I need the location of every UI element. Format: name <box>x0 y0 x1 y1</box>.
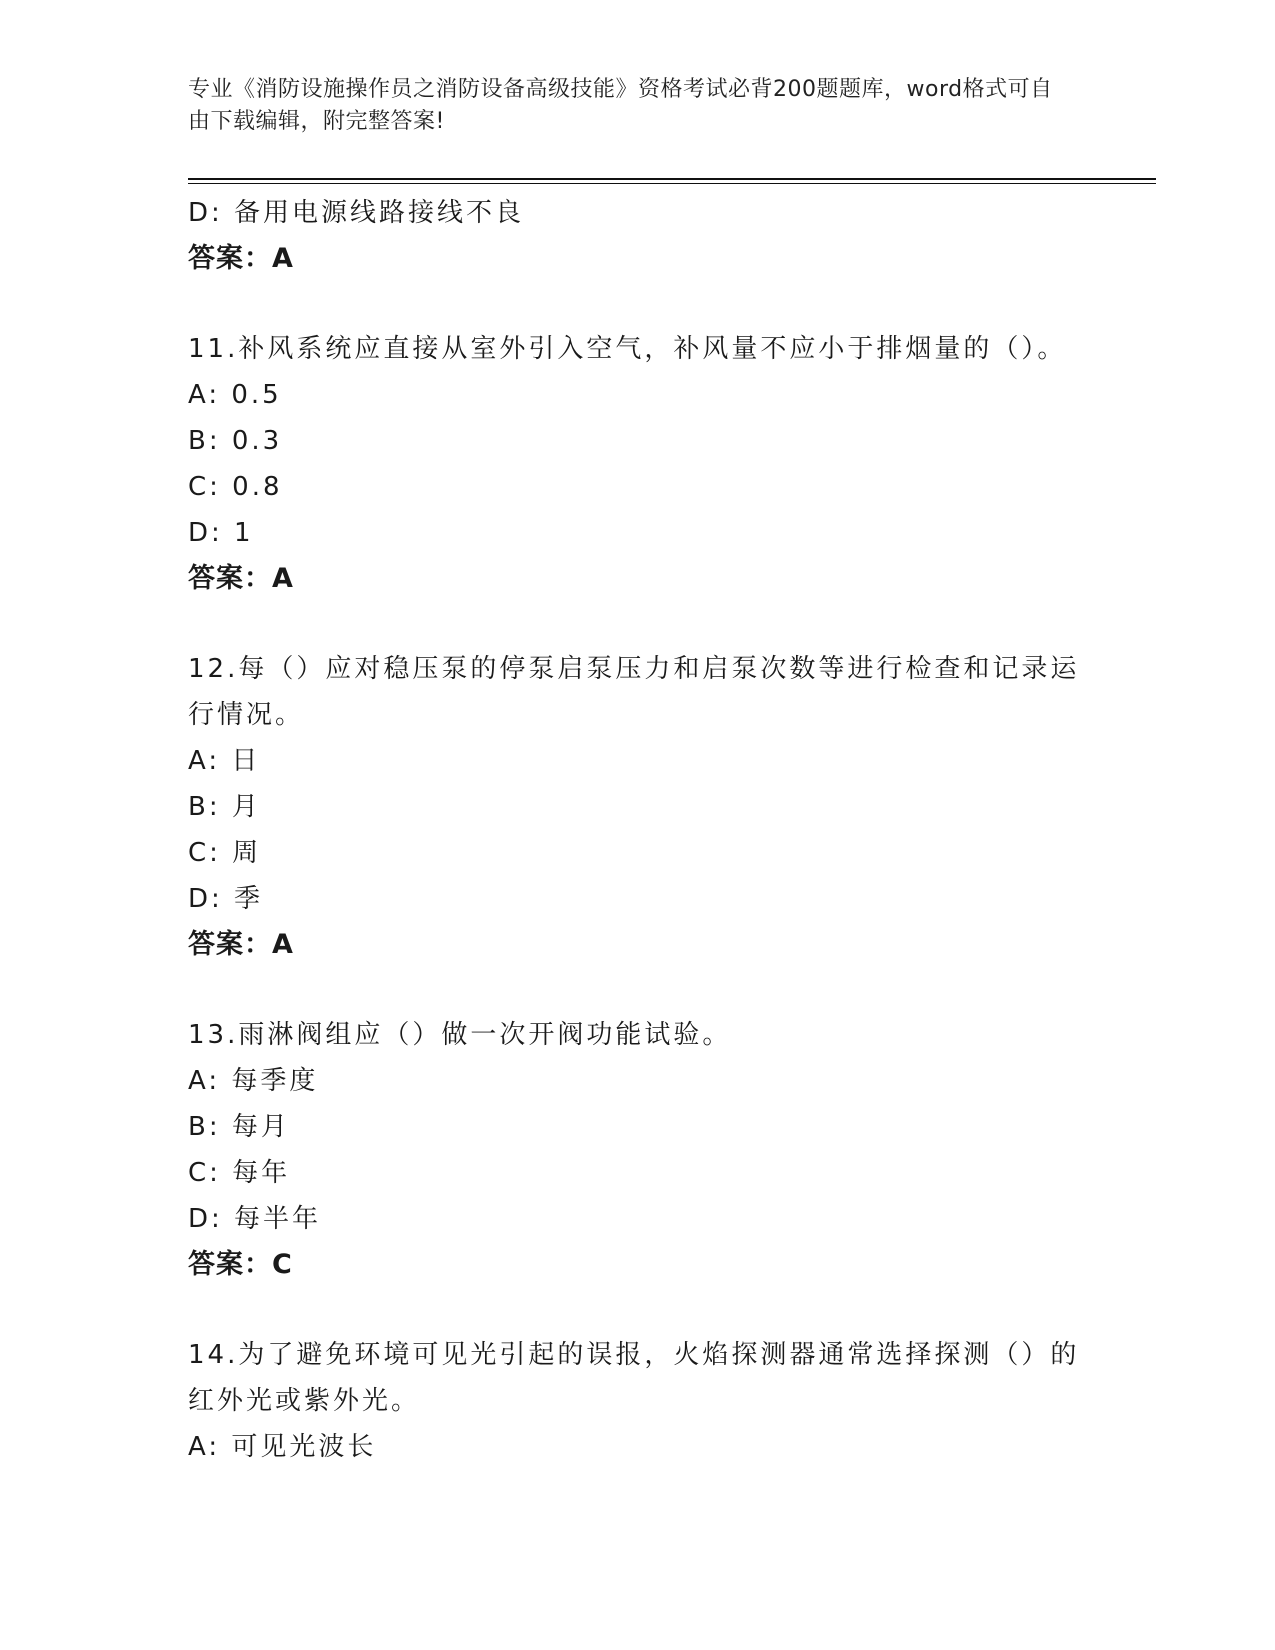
question-list <box>188 190 1088 1470</box>
option-c: C: 每年 <box>188 1158 291 1188</box>
answer: 答案：A <box>188 929 294 960</box>
question-13 <box>188 1012 1088 1288</box>
option-a: A: 每季度 <box>188 1066 319 1096</box>
option-b: B: 每月 <box>188 1112 290 1142</box>
answer: 答案：A <box>188 243 294 274</box>
previous-question-tail <box>188 190 1088 282</box>
spacer <box>188 1288 1088 1332</box>
question-text: 12.每（）应对稳压泵的停泵启泵压力和启泵次数等进行检查和记录运行情况。 <box>188 654 1080 730</box>
option-c: C: 周 <box>188 838 262 868</box>
spacer <box>188 968 1088 1012</box>
option-d: D: 1 <box>188 518 254 548</box>
question-text: 11.补风系统应直接从室外引入空气，补风量不应小于排烟量的（）。 <box>188 334 1067 364</box>
question-14 <box>188 1332 1088 1470</box>
spacer <box>188 602 1088 646</box>
option-d: D: 季 <box>188 884 264 914</box>
option-b: B: 月 <box>188 792 261 822</box>
option-b: B: 0.3 <box>188 426 283 456</box>
document-header: 专业《消防设施操作员之消防设备高级技能》资格考试必背200题题库，word格式可自由下载编辑，附完整答案! <box>188 77 1053 134</box>
question-text: 14.为了避免环境可见光引起的误报，火焰探测器通常选择探测（）的红外光或紫外光。 <box>188 1340 1080 1416</box>
question-text: 13.雨淋阀组应（）做一次开阀功能试验。 <box>188 1020 732 1050</box>
header-divider-thick <box>188 178 1156 180</box>
option-c: C: 0.8 <box>188 472 283 502</box>
answer: 答案：A <box>188 563 294 594</box>
option-d: D: 每半年 <box>188 1204 322 1234</box>
spacer <box>188 282 1088 326</box>
answer: 答案：C <box>188 1249 293 1280</box>
option-a: A: 日 <box>188 746 261 776</box>
option-a: A: 可见光波长 <box>188 1432 377 1462</box>
option-d: D: 备用电源线路接线不良 <box>188 198 525 228</box>
question-11 <box>188 326 1088 602</box>
option-a: A: 0.5 <box>188 380 282 410</box>
question-12 <box>188 646 1088 968</box>
header-divider-thin <box>188 183 1156 184</box>
